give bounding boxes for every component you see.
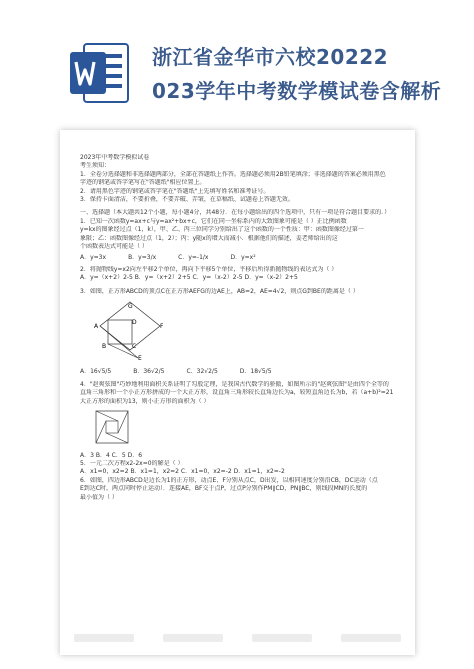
- fig-label: G: [128, 303, 133, 311]
- square-figure: [94, 300, 166, 360]
- option: D．y=x²: [230, 254, 256, 262]
- option: C．y=-1/x: [178, 254, 209, 262]
- section-line: 一、选择题（本大题共12个小题，每小题4分，共48分．在每小题给出的四个选项中，只有一项是符合题目要求的．）: [80, 209, 391, 217]
- notice-title: 考生须知：: [80, 162, 111, 170]
- notice-line: 1．全卷分选择题和非选择题两部分，全部在答题纸上作答。选择题必须用2B铅笔填涂；非选择题的答案必须用黑色: [80, 170, 386, 178]
- option: A．16√5/5: [80, 367, 112, 375]
- option: B．y=3/x: [128, 254, 157, 262]
- section-line: 个函数表达式可能是（ ）: [80, 243, 148, 251]
- section-line: 1．已知一次函数y=ax+c与y=ax²+bx+c，它们在同一坐标系内的大致图象可能是（ ）正比例函数: [80, 217, 347, 225]
- q4-line: 直角三角形和一个小正方形拼成的一个大正方形，设直角三角形较长直角边长为a，较短直角边长为b，若（a+b)²=21: [80, 389, 394, 397]
- notice-line: 3．保持卡面清洁，不要折叠，不要弄破、弄皱，在草稿纸、试题卷上答题无效。: [80, 196, 294, 204]
- fig-label: A: [94, 323, 99, 331]
- exam-heading: 2023年中考数学模拟试卷: [80, 154, 150, 161]
- q2-options: A．y=（x+2）2-5 B．y=（x+2）2+5 C．y=（x-2）2-5 D．y=（x-2）2+5: [80, 274, 298, 282]
- word-icon: [70, 42, 130, 104]
- watermark: [341, 634, 401, 642]
- header: [0, 0, 474, 135]
- watermark: [74, 634, 134, 642]
- notice-line: 2．请用黑色字迹的钢笔或答字笔在"答题纸"上先填写姓名和准考证号。: [80, 187, 270, 195]
- q5-options: A．x1=0，x2=2 B．x1=1，x2=2 C．x1=0，x2=-2 D．x1=1，x2=-2: [80, 468, 285, 476]
- fig-label: E: [138, 355, 142, 361]
- q6-line: 最小值为（ ）: [80, 493, 118, 501]
- q5-line: 5．一元二次方程x2-2x=0的解是（ ）: [80, 459, 184, 467]
- q2-line: 2．将抛物线y=x2向左平移2个单位，再向下平移5个单位，平移后所得新抛物线的表达式为（ ）: [80, 265, 338, 273]
- section-line: y=kx的图象经过点（1，k），甲、乙、丙三位同学分别给出了这个函数的一个性质：甲：函数图像经过第一: [80, 226, 364, 234]
- q3-options: [80, 368, 398, 376]
- q4-line: 大正方形的面积为13，则小正方形的面积为（ ）: [80, 397, 210, 405]
- document-body: [80, 154, 398, 502]
- option: A．y=3x: [80, 254, 107, 262]
- fig-label: F: [160, 323, 164, 331]
- title-line-2: 023学年中考数学模试卷含解析: [152, 79, 442, 103]
- option: B．36√2/5: [133, 367, 165, 375]
- option: D．18√5/5: [239, 367, 272, 375]
- fig-label: D: [132, 319, 137, 327]
- fig-label: B: [102, 343, 107, 351]
- zhaoshuang-figure: [94, 409, 130, 445]
- fig-label: C: [132, 343, 137, 351]
- q3-text: 3．如图，正方形ABCD的顶点C在正方形AEFG的边AE上，AB=2，AE=4√2，则点G到BE的距离是（ ）: [80, 287, 359, 295]
- watermark: [252, 634, 312, 642]
- q6-line: E到达C时，两点同时停止运动）．连接AE，BF交于点P，过点P分别作PM∥CD，PN∥BC，则线段MN的长度的: [80, 485, 368, 493]
- q4-options: A．3 B．4 C．5 D．6: [80, 451, 143, 459]
- q6-line: 6．如图，四边形ABCD是边长为1的正方形，动点E、F分别从点C，D出发，以相同速度分别沿CB，DC运动（点: [80, 476, 378, 484]
- q4-line: 4．"赵爽弦图"巧妙地利用面积关系证明了勾股定理，是我国古代数学的骄傲，如图所示的"赵爽弦图"是由四个全等的: [80, 380, 389, 388]
- watermark-strip: [60, 629, 415, 647]
- notice-line: 字迹的钢笔或答字笔写在"答题纸"相应位置上。: [80, 179, 206, 187]
- section-line: 象限；乙：函数图像经过点（1，2）；丙：y随x的增大而减小．根据他们的描述，姜老师给出的这: [80, 234, 338, 242]
- document-page: [60, 130, 415, 655]
- watermark: [163, 634, 223, 642]
- option: C．32√2/5: [186, 367, 218, 375]
- document-title: [152, 40, 452, 108]
- title-line-1: 浙江省金华市六校20222: [152, 45, 389, 69]
- q1-options: [80, 254, 398, 262]
